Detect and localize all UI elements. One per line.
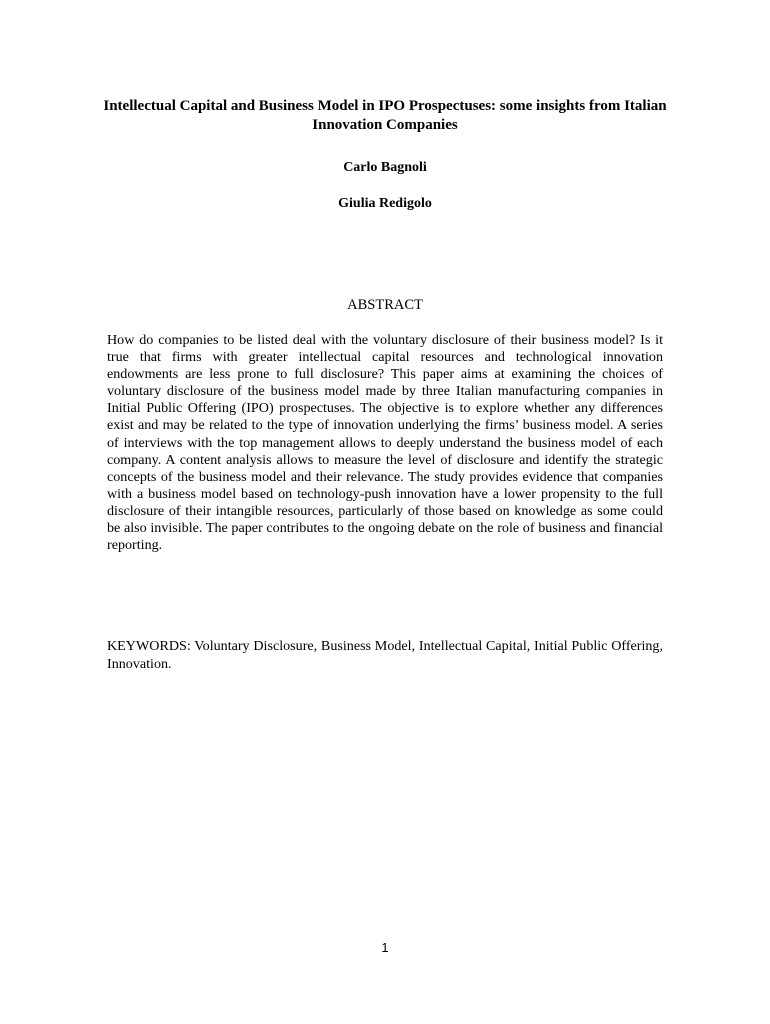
- author-name: Carlo Bagnoli: [343, 160, 427, 175]
- abstract-heading: ABSTRACT: [347, 297, 423, 313]
- author-name: Giulia Redigolo: [338, 196, 432, 211]
- abstract-text: How do companies to be listed deal with the voluntary disclosure of their business model? Is it true that firms with greater intellectual capital resources and technological innovation endowments are less prone to full disclosure? This paper aims at examining the choices of voluntary disclosure of the business model made by three Italian manufacturing companies in Initial Public Offering (IPO) prospectuses. The objective is to explore whether any differences exist and may be related to the type of innovation underlying the firms’ business model. A series of interviews with the top management allows to deeply understand the business model of each company. A content analysis allows to measure the level of disclosure and identify the strategic concepts of the business model and their relevance. The study provides evidence that companies with a business model based on technology-push innovation have a lower propensity to the full disclosure of their intangible resources, particularly of those based on knowledge as some could be also invisible. The paper contributes to the ongoing debate on the role of business and financial reporting.: [107, 332, 663, 554]
- page-number: 1: [381, 940, 389, 955]
- paper-title: Intellectual Capital and Business Model in IPO Prospectuses: some insights from Italian Innovation Companies: [103, 98, 667, 133]
- keywords-text: KEYWORDS: Voluntary Disclosure, Business Model, Intellectual Capital, Initial Public Offering, Innovation.: [107, 638, 663, 672]
